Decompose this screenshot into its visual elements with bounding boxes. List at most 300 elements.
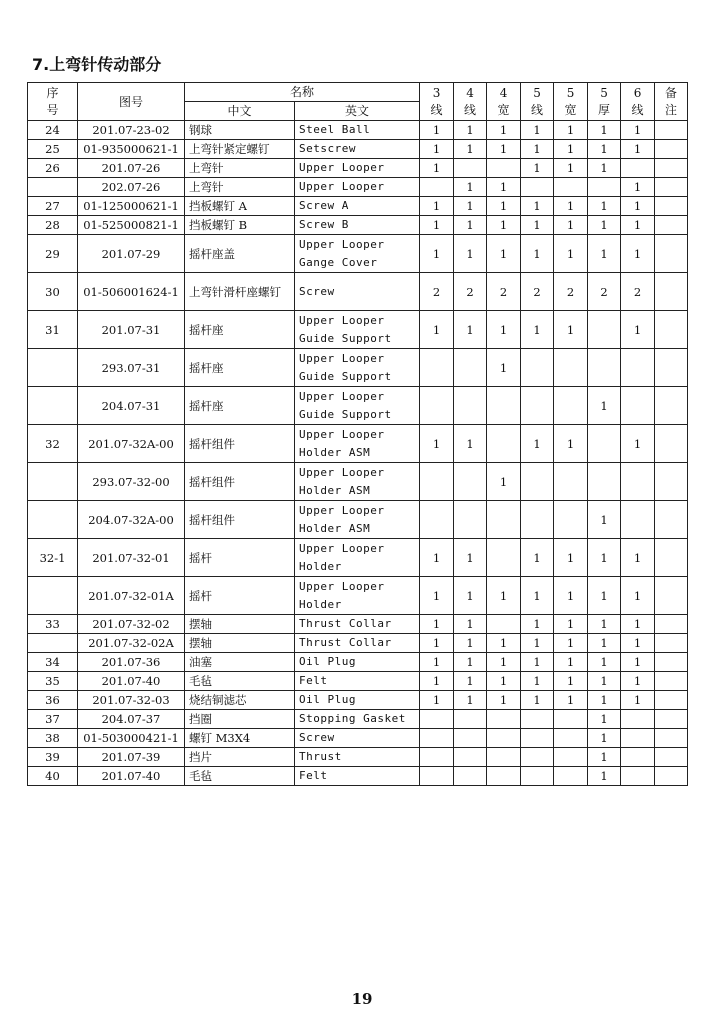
parts-table [27,82,688,786]
qty-4-wide-cell: 1 [487,311,521,349]
seq-cell: 31 [28,311,78,349]
seq-cell: 36 [28,691,78,710]
qty-4-line-cell: 1 [454,653,487,672]
english-name-cell: Stopping Gasket [295,710,420,729]
remark-cell [655,387,688,425]
qty-3-line-cell: 2 [420,273,454,311]
qty-3-line-cell [420,463,454,501]
chinese-name-cell: 摇杆 [185,577,295,615]
qty-4-wide-cell: 1 [487,197,521,216]
qty-5-line-cell [521,748,554,767]
qty-5-thick-cell: 1 [588,235,621,273]
qty-4-line-cell: 1 [454,311,487,349]
qty-5-line-cell: 1 [521,216,554,235]
qty-6-line-cell [621,729,655,748]
qty-5-thick-cell: 1 [588,501,621,539]
chinese-name-cell: 摆轴 [185,615,295,634]
seq-cell: 32-1 [28,539,78,577]
qty-4-line-cell: 1 [454,121,487,140]
drawing-no-cell: 201.07-39 [78,748,185,767]
header-model-4-line: 4 线 [454,83,487,121]
table-row [28,615,688,634]
header-english: 英文 [295,102,420,121]
chinese-name-cell: 毛毡 [185,767,295,786]
english-name-cell: Thrust Collar [295,634,420,653]
qty-5-thick-cell: 1 [588,159,621,178]
qty-4-line-cell [454,463,487,501]
qty-4-wide-cell: 1 [487,463,521,501]
qty-5-thick-cell: 1 [588,140,621,159]
qty-6-line-cell [621,387,655,425]
qty-5-line-cell [521,178,554,197]
qty-4-wide-cell [487,159,521,178]
qty-5-wide-cell: 1 [554,539,588,577]
qty-5-thick-cell [588,425,621,463]
qty-3-line-cell: 1 [420,634,454,653]
chinese-name-cell: 挡板螺钉 A [185,197,295,216]
parts-table-body [28,121,688,786]
qty-5-line-cell: 1 [521,159,554,178]
chinese-name-cell: 摇杆组件 [185,501,295,539]
drawing-no-cell: 204.07-31 [78,387,185,425]
qty-3-line-cell: 1 [420,672,454,691]
qty-4-wide-cell: 2 [487,273,521,311]
chinese-name-cell: 螺钉 M3X4 [185,729,295,748]
english-name-cell: Upper Looper Holder [295,539,420,577]
qty-3-line-cell [420,729,454,748]
header-model-6-line: 6 线 [621,83,655,121]
seq-cell [28,501,78,539]
qty-6-line-cell [621,463,655,501]
qty-5-line-cell [521,463,554,501]
drawing-no-cell: 201.07-40 [78,767,185,786]
english-name-cell: Upper Looper Guide Support [295,387,420,425]
english-name-cell: Screw B [295,216,420,235]
english-name-cell: Upper Looper Holder ASM [295,501,420,539]
qty-5-line-cell: 1 [521,140,554,159]
table-row [28,273,688,311]
drawing-no-cell: 201.07-32-02 [78,615,185,634]
table-row [28,501,688,539]
qty-6-line-cell: 1 [621,634,655,653]
qty-4-wide-cell: 1 [487,121,521,140]
seq-cell: 40 [28,767,78,786]
chinese-name-cell: 摇杆组件 [185,463,295,501]
qty-3-line-cell: 1 [420,615,454,634]
remark-cell [655,767,688,786]
qty-4-line-cell [454,501,487,539]
header-remark: 备 注 [655,83,688,121]
qty-3-line-cell [420,387,454,425]
table-row [28,634,688,653]
qty-5-thick-cell: 1 [588,577,621,615]
english-name-cell: Upper Looper Holder ASM [295,425,420,463]
seq-cell: 33 [28,615,78,634]
qty-5-line-cell [521,710,554,729]
chinese-name-cell: 油塞 [185,653,295,672]
qty-5-thick-cell [588,311,621,349]
seq-cell [28,387,78,425]
qty-4-wide-cell: 1 [487,349,521,387]
table-row [28,463,688,501]
remark-cell [655,729,688,748]
remark-cell [655,672,688,691]
qty-3-line-cell: 1 [420,235,454,273]
chinese-name-cell: 摆轴 [185,634,295,653]
drawing-no-cell: 01-125000621-1 [78,197,185,216]
qty-3-line-cell: 1 [420,425,454,463]
seq-cell: 39 [28,748,78,767]
seq-cell: 24 [28,121,78,140]
qty-5-wide-cell [554,387,588,425]
english-name-cell: Oil Plug [295,691,420,710]
seq-cell: 35 [28,672,78,691]
qty-4-line-cell: 1 [454,235,487,273]
qty-5-line-cell: 1 [521,539,554,577]
qty-4-wide-cell: 1 [487,140,521,159]
qty-4-line-cell [454,387,487,425]
seq-cell: 37 [28,710,78,729]
header-model-4-wide: 4 宽 [487,83,521,121]
chinese-name-cell: 上弯针紧定螺钉 [185,140,295,159]
qty-5-line-cell [521,729,554,748]
qty-3-line-cell: 1 [420,159,454,178]
drawing-no-cell: 201.07-32-02A [78,634,185,653]
qty-6-line-cell [621,349,655,387]
seq-cell: 34 [28,653,78,672]
header-chinese: 中文 [185,102,295,121]
table-row [28,140,688,159]
qty-5-wide-cell [554,501,588,539]
qty-4-line-cell [454,710,487,729]
drawing-no-cell: 201.07-32-01A [78,577,185,615]
qty-5-line-cell [521,387,554,425]
qty-4-wide-cell: 1 [487,672,521,691]
qty-5-line-cell: 1 [521,235,554,273]
qty-5-line-cell: 1 [521,653,554,672]
drawing-no-cell: 204.07-37 [78,710,185,729]
qty-5-thick-cell: 1 [588,710,621,729]
seq-cell: 28 [28,216,78,235]
qty-6-line-cell: 1 [621,140,655,159]
header-name: 名称 [185,83,420,102]
seq-cell [28,463,78,501]
qty-5-thick-cell: 1 [588,691,621,710]
qty-4-wide-cell: 1 [487,235,521,273]
qty-3-line-cell [420,501,454,539]
qty-4-line-cell [454,729,487,748]
qty-3-line-cell: 1 [420,140,454,159]
qty-5-wide-cell: 1 [554,235,588,273]
drawing-no-cell: 01-506001624-1 [78,273,185,311]
drawing-no-cell: 201.07-26 [78,159,185,178]
table-row [28,197,688,216]
qty-5-thick-cell: 1 [588,767,621,786]
qty-4-wide-cell: 1 [487,178,521,197]
remark-cell [655,197,688,216]
qty-4-wide-cell: 1 [487,691,521,710]
table-row [28,653,688,672]
drawing-no-cell: 201.07-40 [78,672,185,691]
qty-4-wide-cell: 1 [487,653,521,672]
qty-3-line-cell [420,178,454,197]
qty-5-wide-cell: 1 [554,425,588,463]
english-name-cell: Oil Plug [295,653,420,672]
chinese-name-cell: 上弯针 [185,178,295,197]
header-model-5-line: 5 线 [521,83,554,121]
seq-cell: 26 [28,159,78,178]
section-title: 7.上弯针传动部分 [32,55,162,74]
qty-4-wide-cell [487,539,521,577]
english-name-cell: Thrust Collar [295,615,420,634]
header-seq: 序 号 [28,83,78,121]
qty-4-wide-cell [487,615,521,634]
qty-6-line-cell: 1 [621,539,655,577]
english-name-cell: Upper Looper Gange Cover [295,235,420,273]
qty-6-line-cell [621,748,655,767]
qty-5-line-cell: 2 [521,273,554,311]
table-row [28,235,688,273]
qty-5-wide-cell: 2 [554,273,588,311]
qty-5-wide-cell: 1 [554,159,588,178]
remark-cell [655,577,688,615]
remark-cell [655,748,688,767]
remark-cell [655,273,688,311]
qty-6-line-cell: 1 [621,311,655,349]
qty-4-line-cell: 1 [454,672,487,691]
qty-6-line-cell [621,159,655,178]
qty-4-line-cell: 1 [454,216,487,235]
qty-3-line-cell: 1 [420,311,454,349]
drawing-no-cell: 201.07-23-02 [78,121,185,140]
table-row [28,121,688,140]
remark-cell [655,539,688,577]
english-name-cell: Setscrew [295,140,420,159]
table-row [28,178,688,197]
english-name-cell: Upper Looper Holder [295,577,420,615]
table-row [28,729,688,748]
drawing-no-cell: 201.07-32-03 [78,691,185,710]
seq-cell: 30 [28,273,78,311]
qty-6-line-cell: 1 [621,197,655,216]
qty-6-line-cell: 1 [621,235,655,273]
chinese-name-cell: 上弯针 [185,159,295,178]
qty-5-thick-cell: 1 [588,672,621,691]
qty-6-line-cell: 1 [621,425,655,463]
qty-3-line-cell: 1 [420,121,454,140]
qty-4-line-cell: 1 [454,634,487,653]
table-row [28,577,688,615]
english-name-cell: Felt [295,767,420,786]
qty-6-line-cell [621,710,655,729]
table-row [28,159,688,178]
drawing-no-cell: 293.07-32-00 [78,463,185,501]
drawing-no-cell: 01-525000821-1 [78,216,185,235]
english-name-cell: Felt [295,672,420,691]
qty-6-line-cell: 1 [621,691,655,710]
qty-5-wide-cell [554,178,588,197]
qty-5-wide-cell: 1 [554,577,588,615]
remark-cell [655,235,688,273]
chinese-name-cell: 烧结铜滤芯 [185,691,295,710]
header-model-3-line: 3 线 [420,83,454,121]
qty-5-thick-cell [588,349,621,387]
remark-cell [655,311,688,349]
remark-cell [655,349,688,387]
drawing-no-cell: 202.07-26 [78,178,185,197]
qty-5-thick-cell: 1 [588,615,621,634]
qty-5-wide-cell: 1 [554,311,588,349]
header-model-5-wide: 5 宽 [554,83,588,121]
qty-5-wide-cell: 1 [554,121,588,140]
qty-5-line-cell: 1 [521,577,554,615]
qty-4-line-cell: 1 [454,577,487,615]
qty-5-wide-cell: 1 [554,197,588,216]
qty-5-line-cell: 1 [521,634,554,653]
table-row [28,710,688,729]
qty-5-line-cell: 1 [521,197,554,216]
qty-5-wide-cell: 1 [554,672,588,691]
qty-6-line-cell: 1 [621,216,655,235]
remark-cell [655,710,688,729]
qty-3-line-cell [420,748,454,767]
drawing-no-cell: 201.07-32A-00 [78,425,185,463]
seq-cell: 27 [28,197,78,216]
qty-3-line-cell: 1 [420,653,454,672]
table-row [28,387,688,425]
drawing-no-cell: 01-503000421-1 [78,729,185,748]
qty-3-line-cell [420,767,454,786]
qty-3-line-cell [420,710,454,729]
qty-4-wide-cell [487,767,521,786]
qty-4-wide-cell: 1 [487,634,521,653]
remark-cell [655,615,688,634]
qty-4-line-cell [454,748,487,767]
qty-4-wide-cell [487,387,521,425]
qty-5-line-cell: 1 [521,615,554,634]
qty-4-wide-cell [487,729,521,748]
seq-cell [28,349,78,387]
qty-5-thick-cell: 1 [588,729,621,748]
qty-5-line-cell [521,501,554,539]
qty-5-wide-cell [554,748,588,767]
qty-5-wide-cell [554,729,588,748]
qty-5-thick-cell: 1 [588,387,621,425]
table-row [28,425,688,463]
qty-5-thick-cell: 1 [588,216,621,235]
chinese-name-cell: 挡圈 [185,710,295,729]
chinese-name-cell: 上弯针滑杆座螺钉 [185,273,295,311]
qty-5-wide-cell [554,463,588,501]
qty-5-line-cell: 1 [521,425,554,463]
english-name-cell: Upper Looper Guide Support [295,311,420,349]
qty-5-thick-cell: 2 [588,273,621,311]
qty-5-wide-cell: 1 [554,634,588,653]
qty-6-line-cell: 1 [621,121,655,140]
qty-5-thick-cell [588,178,621,197]
qty-5-wide-cell [554,349,588,387]
qty-5-wide-cell: 1 [554,691,588,710]
qty-3-line-cell: 1 [420,577,454,615]
drawing-no-cell: 201.07-31 [78,311,185,349]
chinese-name-cell: 钢球 [185,121,295,140]
qty-6-line-cell: 1 [621,672,655,691]
chinese-name-cell: 挡板螺钉 B [185,216,295,235]
qty-4-line-cell: 1 [454,691,487,710]
qty-6-line-cell: 2 [621,273,655,311]
chinese-name-cell: 摇杆座 [185,311,295,349]
english-name-cell: Screw A [295,197,420,216]
qty-4-wide-cell: 1 [487,216,521,235]
qty-5-thick-cell: 1 [588,197,621,216]
seq-cell: 25 [28,140,78,159]
drawing-no-cell: 201.07-36 [78,653,185,672]
chinese-name-cell: 毛毡 [185,672,295,691]
seq-cell: 32 [28,425,78,463]
qty-5-thick-cell: 1 [588,539,621,577]
drawing-no-cell: 01-935000621-1 [78,140,185,159]
remark-cell [655,178,688,197]
qty-5-wide-cell: 1 [554,653,588,672]
seq-cell [28,634,78,653]
seq-cell: 29 [28,235,78,273]
seq-cell: 38 [28,729,78,748]
qty-4-line-cell: 1 [454,615,487,634]
chinese-name-cell: 摇杆组件 [185,425,295,463]
qty-4-wide-cell: 1 [487,577,521,615]
header-drawing-no: 图号 [78,83,185,121]
english-name-cell: Steel Ball [295,121,420,140]
page-number: 19 [351,990,373,1008]
english-name-cell: Upper Looper Holder ASM [295,463,420,501]
remark-cell [655,140,688,159]
qty-4-wide-cell [487,425,521,463]
qty-4-line-cell [454,349,487,387]
qty-5-thick-cell: 1 [588,634,621,653]
table-row [28,311,688,349]
qty-5-wide-cell [554,767,588,786]
qty-6-line-cell [621,767,655,786]
table-row [28,672,688,691]
qty-5-wide-cell: 1 [554,140,588,159]
qty-5-thick-cell: 1 [588,121,621,140]
qty-5-line-cell [521,767,554,786]
qty-3-line-cell: 1 [420,539,454,577]
remark-cell [655,463,688,501]
qty-3-line-cell [420,349,454,387]
qty-4-line-cell: 1 [454,425,487,463]
qty-4-line-cell [454,767,487,786]
remark-cell [655,501,688,539]
table-row [28,349,688,387]
remark-cell [655,634,688,653]
qty-6-line-cell: 1 [621,178,655,197]
table-row [28,748,688,767]
qty-5-line-cell: 1 [521,672,554,691]
qty-4-line-cell: 1 [454,197,487,216]
qty-3-line-cell: 1 [420,216,454,235]
remark-cell [655,425,688,463]
chinese-name-cell: 摇杆座 [185,349,295,387]
qty-5-wide-cell: 1 [554,216,588,235]
seq-cell [28,178,78,197]
qty-5-wide-cell: 1 [554,615,588,634]
table-row [28,539,688,577]
english-name-cell: Thrust [295,748,420,767]
drawing-no-cell: 204.07-32A-00 [78,501,185,539]
seq-cell [28,577,78,615]
remark-cell [655,159,688,178]
